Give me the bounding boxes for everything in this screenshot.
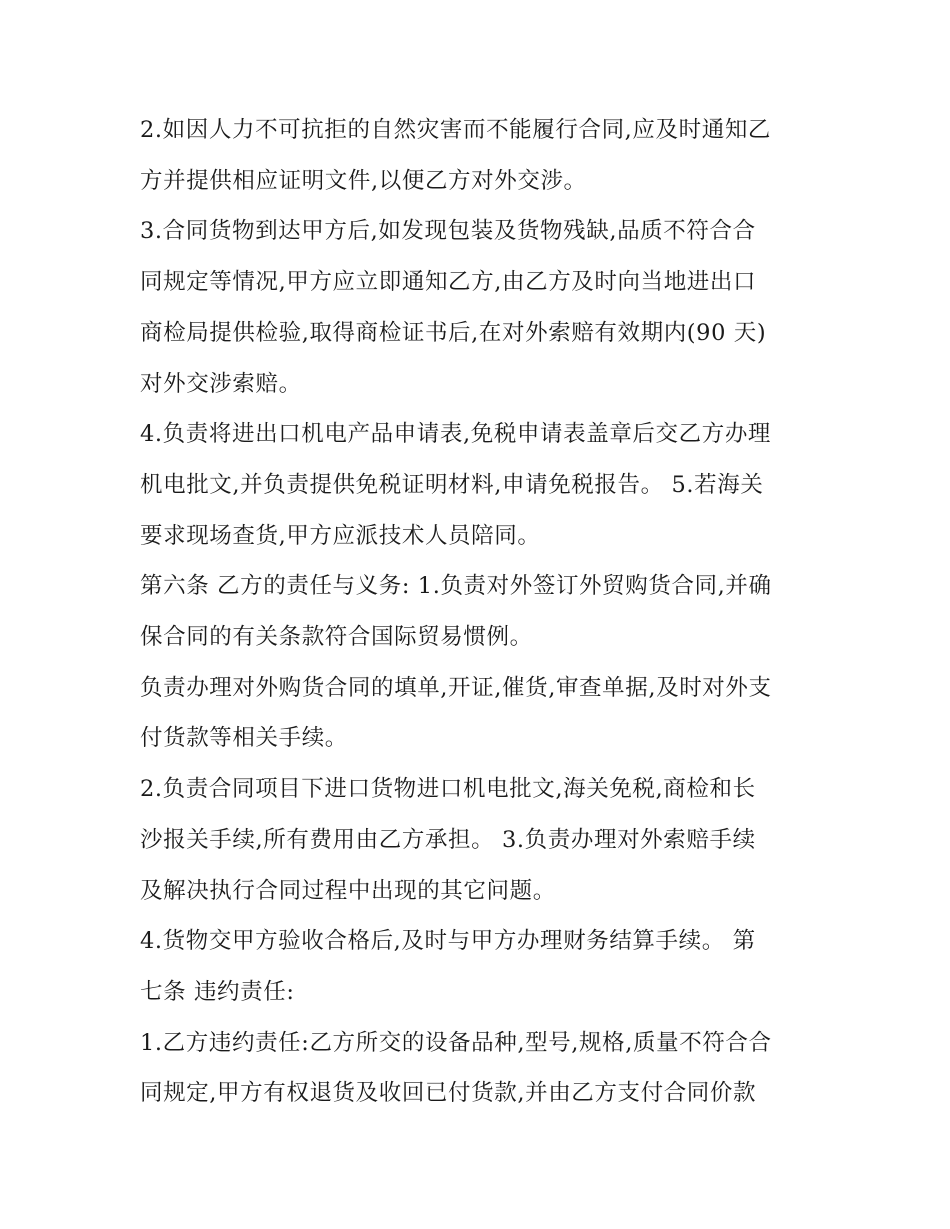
text-line: 沙报关手续,所有费用由乙方承担。 3.负责办理对外索赔手续 — [140, 826, 756, 853]
text-line: 七条 违约责任: — [140, 978, 295, 1005]
text-line: 4.负责将进出口机电产品申请表,免税申请表盖章后交乙方办理 — [140, 421, 772, 448]
text-line: 2.负责合同项目下进口货物进口机电批文,海关免税,商检和长 — [140, 776, 756, 803]
text-line: 商检局提供检验,取得商检证书后,在对外索赔有效期内(90 天) — [140, 319, 767, 346]
text-line: 同规定等情况,甲方应立即通知乙方,由乙方及时向当地进出口 — [140, 269, 757, 296]
text-line: 方并提供相应证明文件,以便乙方对外交涉。 — [140, 167, 587, 194]
text-line: 负责办理对外购货合同的填单,开证,催货,审查单据,及时对外支 — [140, 674, 772, 701]
text-line: 对外交涉索赔。 — [140, 370, 302, 397]
text-line: 要求现场查货,甲方应派技术人员陪同。 — [140, 522, 541, 549]
text-line: 2.如因人力不可抗拒的自然灾害而不能履行合同,应及时通知乙 — [140, 117, 772, 143]
text-line: 4.货物交甲方验收合格后,及时与甲方办理财务结算手续。 第 — [140, 928, 756, 955]
text-line: 同规定,甲方有权退货及收回已付货款,并由乙方支付合同价款 — [140, 1080, 757, 1107]
text-line: 机电批文,并负责提供免税证明材料,申请免税报告。 5.若海关 — [140, 471, 764, 498]
text-line: 付货款等相关手续。 — [140, 725, 348, 752]
text-line: 及解决执行合同过程中出现的其它问题。 — [140, 877, 556, 904]
text-line: 1.乙方违约责任:乙方所交的设备品种,型号,规格,质量不符合合 — [140, 1029, 772, 1056]
contract-text — [140, 105, 820, 1119]
text-line: 3.合同货物到达甲方后,如发现包装及货物残缺,品质不符合合 — [140, 218, 756, 245]
text-line: 保合同的有关条款符合国际贸易惯例。 — [140, 624, 533, 651]
text-line: 第六条 乙方的责任与义务: 1.负责对外签订外贸购货合同,并确 — [140, 573, 772, 600]
